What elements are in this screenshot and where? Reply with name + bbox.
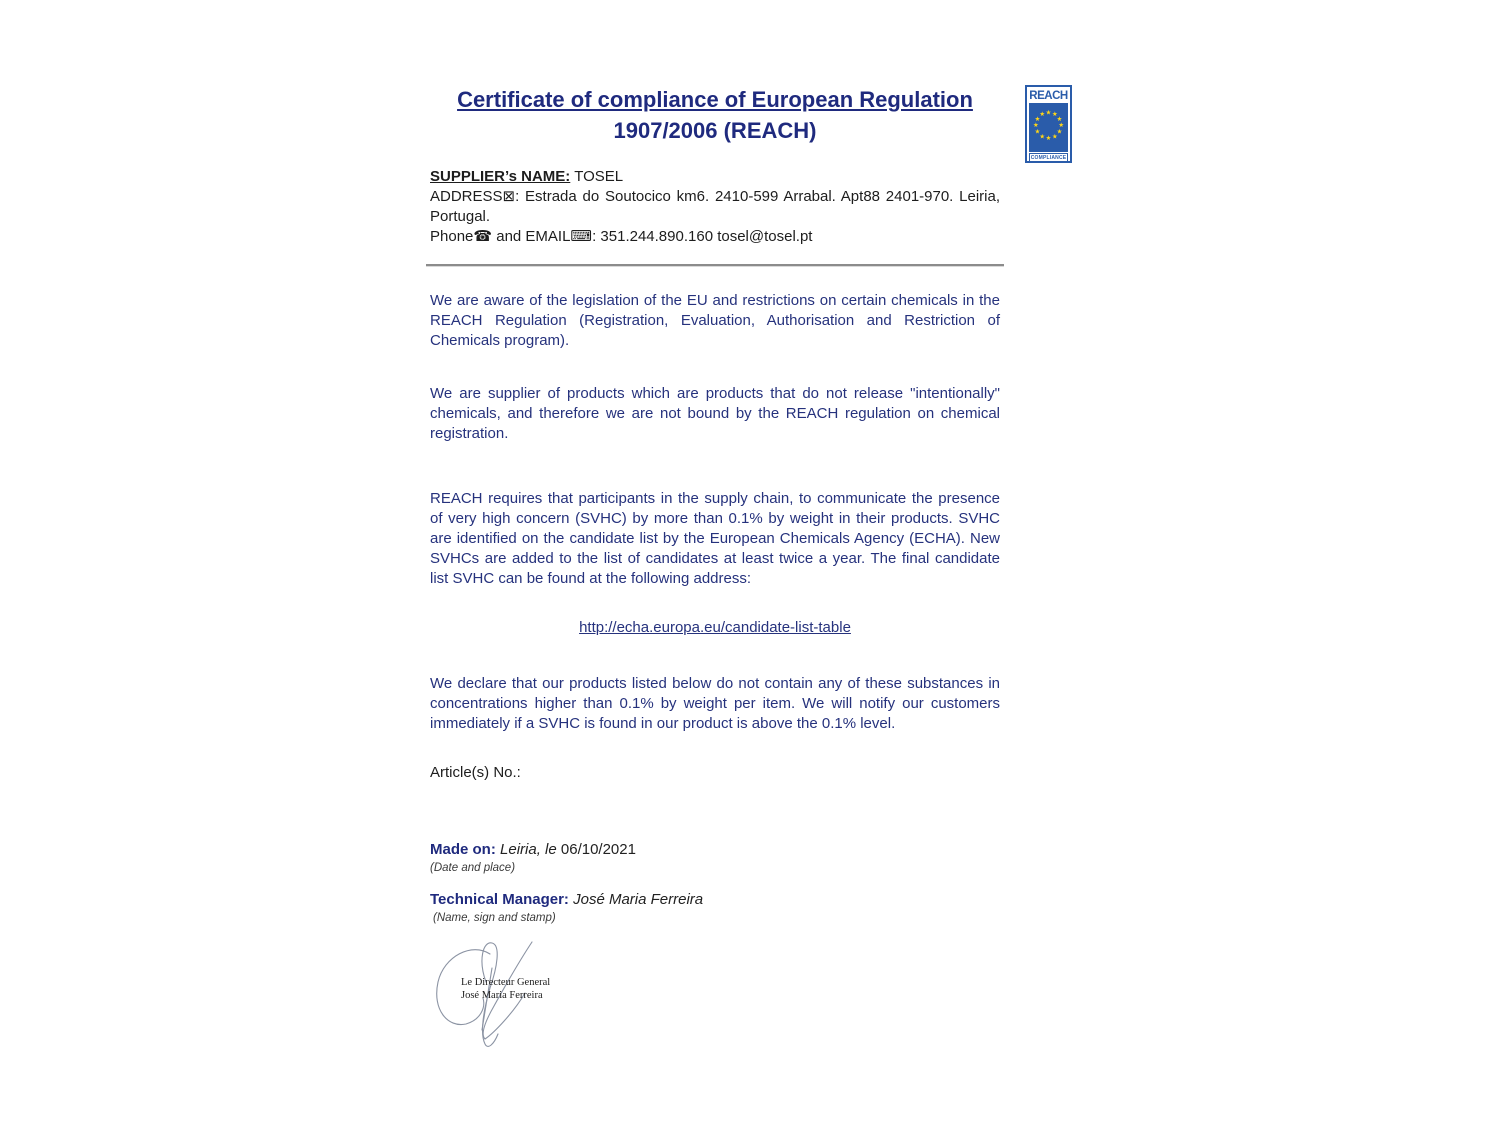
svg-text:★: ★	[1045, 134, 1052, 142]
svg-text:★: ★	[1034, 115, 1041, 123]
paragraph-awareness: We are aware of the legislation of the EU and restrictions on certain chemicals in the REACH Regulation (Registration, Evaluation, Authorisation and Restriction of Chemicals program).	[430, 292, 1000, 349]
technical-manager-label: Technical Manager:	[430, 891, 569, 908]
document-title	[430, 84, 1000, 146]
title-line-2: 1907/2006 (REACH)	[613, 118, 817, 143]
svg-text:★: ★	[1032, 122, 1039, 130]
paragraph-declaration: We declare that our products listed below do not contain any of these substances in concentrations higher than 0.1% by weight per item. We will notify our customers immediately if a SVHC is found in our product is above the 0.1% level.	[430, 675, 1000, 732]
svg-text:★: ★	[1039, 133, 1046, 141]
made-on-date: 06/10/2021	[560, 841, 636, 858]
svg-text:★: ★	[1034, 128, 1041, 136]
supplier-name-value: TOSEL	[570, 168, 624, 185]
candidate-list-link[interactable]: http://echa.europa.eu/candidate-list-table	[579, 619, 851, 636]
name-sign-stamp-note: (Name, sign and stamp)	[433, 912, 556, 924]
supplier-contact-line: Phone☎ and EMAIL⌨: 351.244.890.160 tosel@tosel.pt	[430, 228, 813, 245]
reach-logo-label: REACH	[1029, 90, 1068, 102]
made-on-label: Made on:	[430, 841, 496, 858]
paragraph-supplier-statement: We are supplier of products which are products that do not release "intentionally" chemicals, and therefore we are not bound by the REACH regulation on chemical registration.	[430, 385, 1000, 442]
supplier-name-line	[430, 167, 1000, 187]
candidate-list-link-line	[430, 619, 1000, 637]
made-on-place: Leiria, le	[495, 841, 561, 858]
made-on-line	[430, 841, 1000, 858]
technical-manager-name: José Maria Ferreira	[568, 891, 704, 908]
svg-text:★: ★	[1056, 128, 1063, 136]
svg-text:★: ★	[1051, 111, 1058, 119]
svg-text:★: ★	[1045, 109, 1052, 117]
reach-compliance-logo	[1025, 85, 1072, 163]
stamp-text	[461, 976, 550, 1002]
supplier-address-line: ADDRESS⊠: Estrada do Soutocico km6. 2410-599 Arrabal. Apt88 2401-970. Leiria, Portugal.	[430, 188, 1000, 225]
technical-manager-line	[430, 891, 1000, 908]
svg-text:★: ★	[1051, 133, 1058, 141]
svg-text:★: ★	[1039, 111, 1046, 119]
articles-no-label: Article(s) No.:	[430, 764, 521, 781]
title-line-1: Certificate of compliance of European Regulation	[457, 87, 973, 112]
supplier-name-label: SUPPLIER’s NAME:	[430, 168, 571, 185]
stamp-line-2: José Maria Ferreira	[461, 990, 543, 1001]
paragraph-reach-requirements: REACH requires that participants in the supply chain, to communicate the presence of very high concern (SVHC) by more than 0.1% by weight in their products. SVHC are identified on the candidate list by the European Chemicals Agency (ECHA). New SVHCs are added to the list of candidates at least twice a year. The final candidate list SVHC can be found at the following address:	[430, 490, 1000, 587]
date-place-note: (Date and place)	[430, 862, 516, 874]
svg-text:★: ★	[1058, 122, 1065, 130]
svg-text:★: ★	[1056, 115, 1063, 123]
stamp-line-1: Le Directeur General	[461, 977, 551, 988]
supplier-block	[430, 167, 1000, 247]
eu-stars-icon	[1029, 103, 1068, 152]
signature-area	[428, 938, 563, 1053]
compliance-logo-label: COMPLIANCE	[1030, 155, 1067, 161]
divider-rule	[426, 264, 1004, 267]
